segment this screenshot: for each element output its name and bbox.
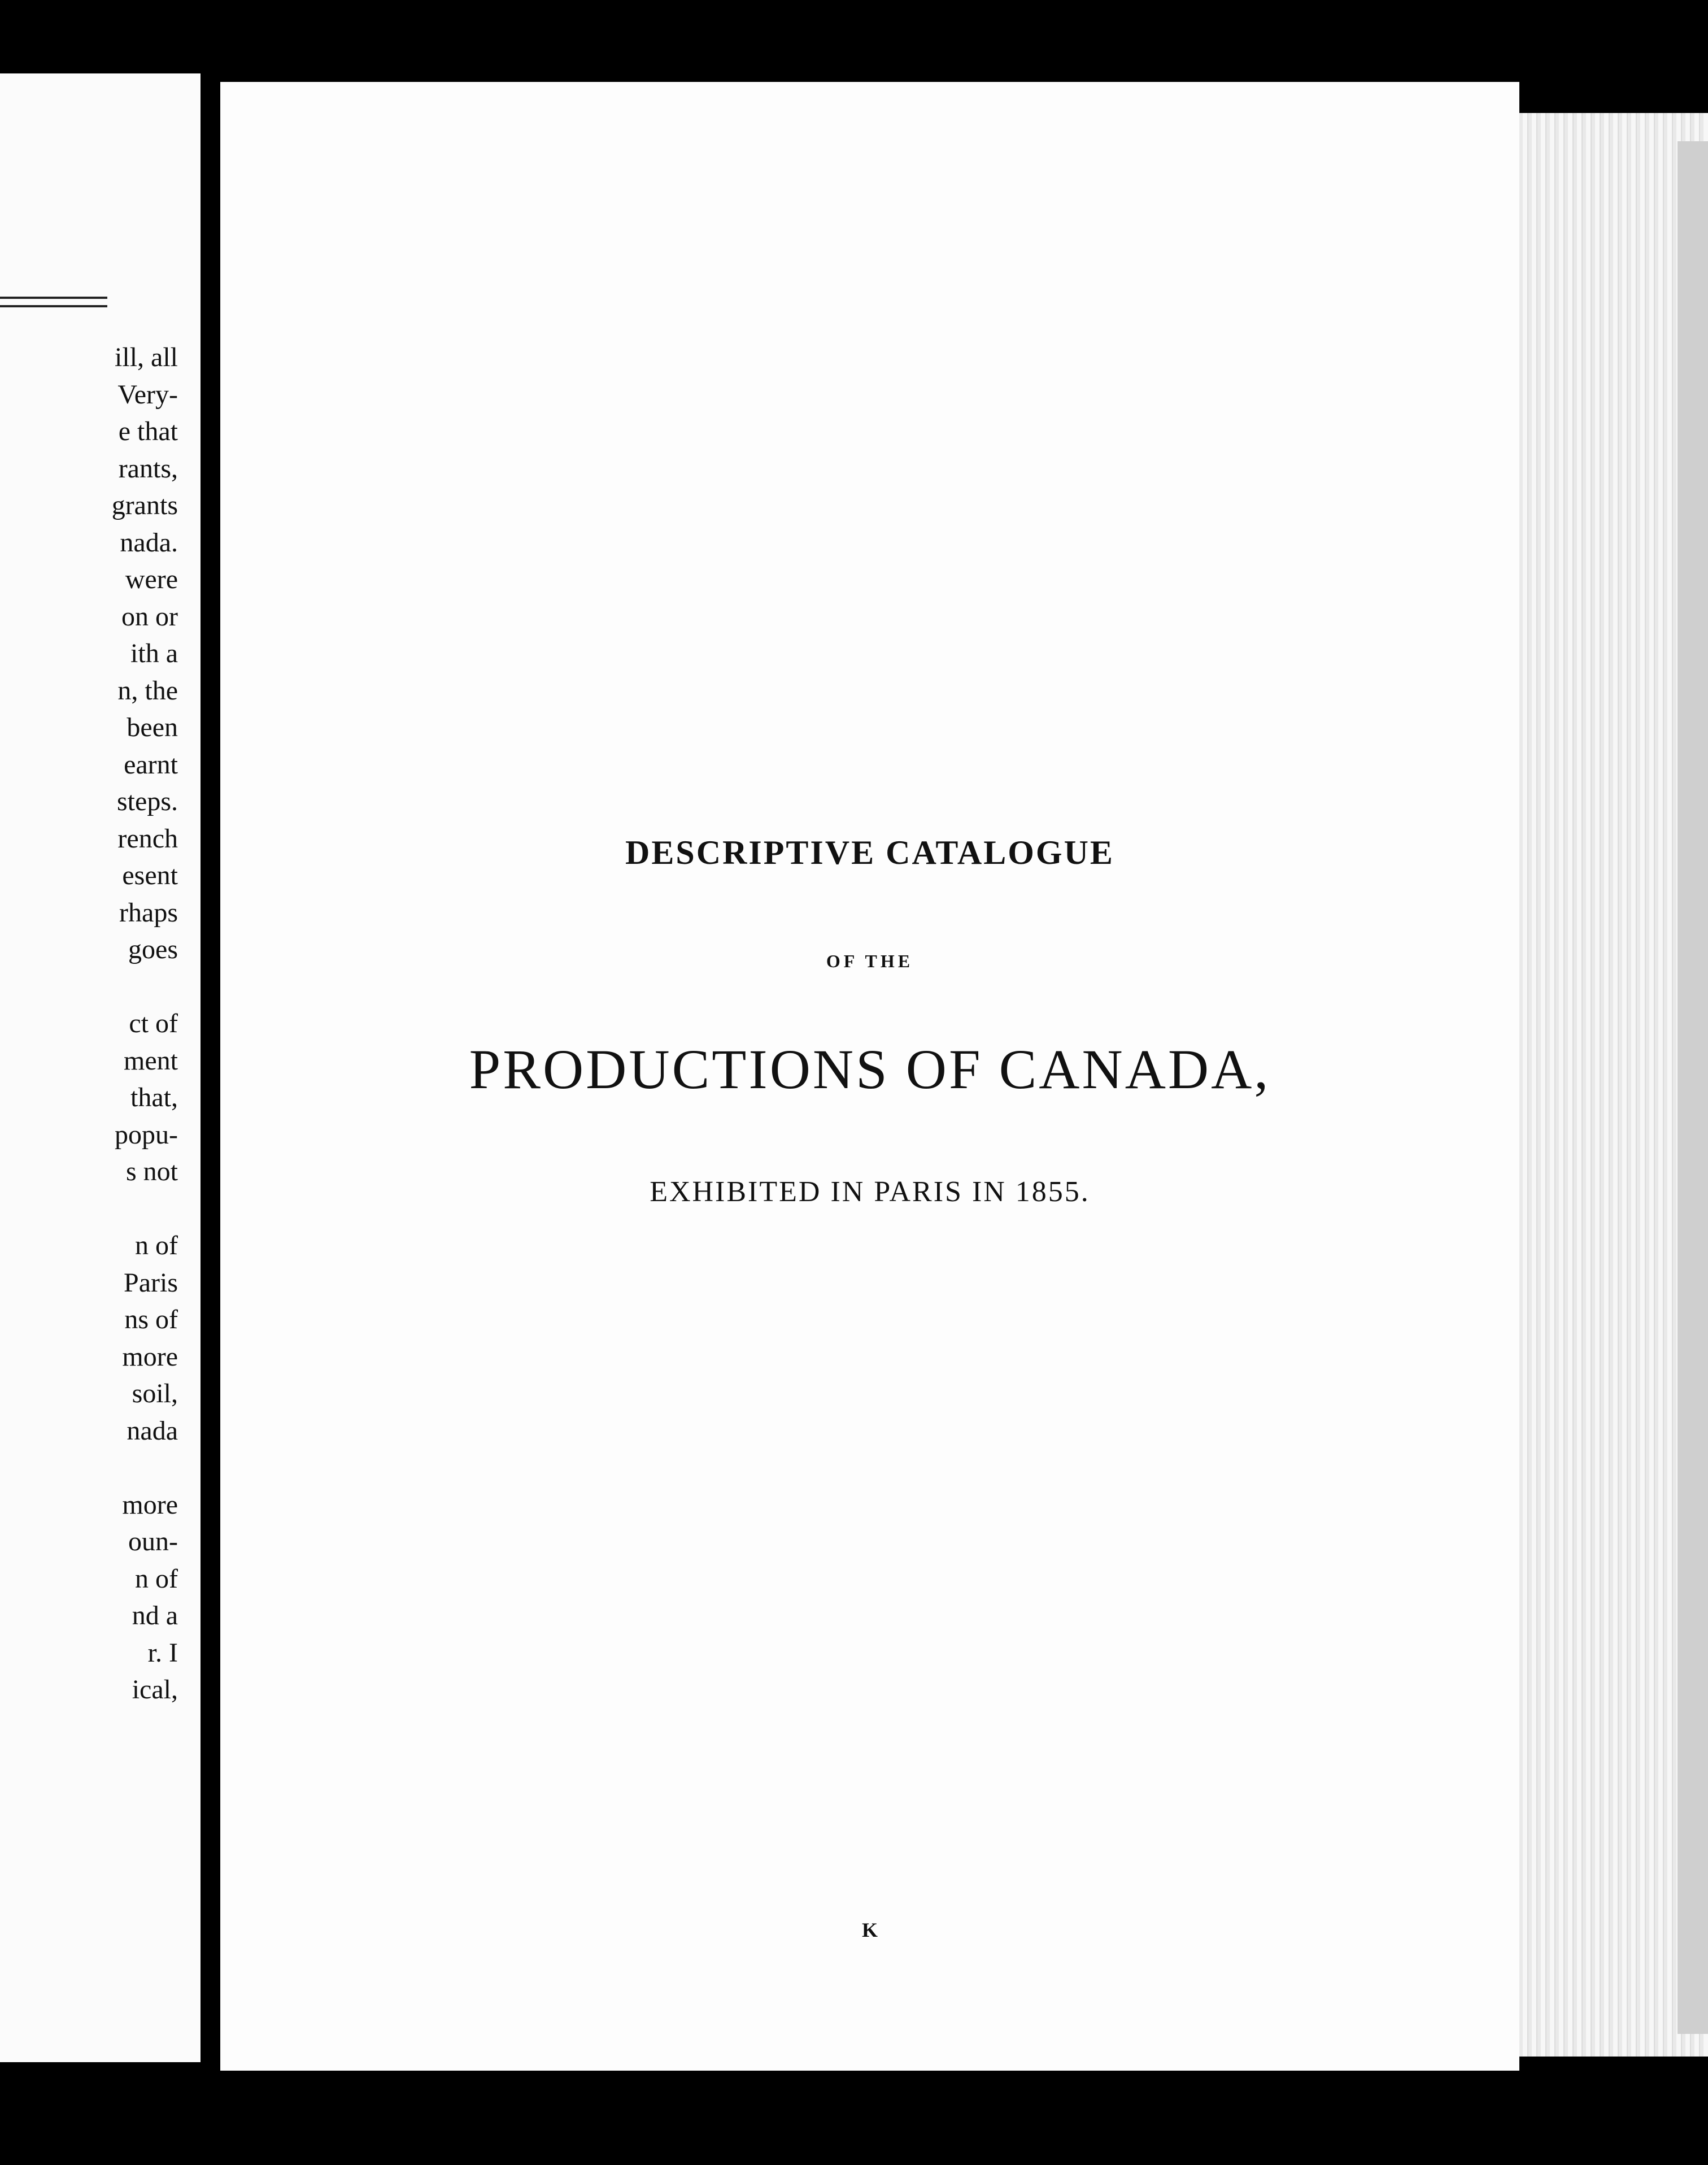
left-page-text-line: ith a	[130, 638, 178, 668]
title-line-productions-of-canada: PRODUCTIONS OF CANADA,	[469, 1038, 1271, 1101]
left-page-text-line: r. I	[147, 1637, 178, 1668]
title-line-exhibited: EXHIBITED IN PARIS IN 1855.	[650, 1176, 1090, 1208]
left-page-text-line: rhaps	[119, 897, 178, 928]
left-page-text-line: oun-	[128, 1527, 178, 1557]
left-page-text-line: s not	[125, 1157, 178, 1186]
left-page-text-line: goes	[128, 934, 178, 964]
left-page-text-line	[65, 1449, 178, 1486]
left-page-text-line: more	[122, 1341, 178, 1372]
left-page-text-line: n of	[135, 1231, 178, 1260]
left-page-text-line: earnt	[124, 749, 178, 780]
left-page-text-line: rants,	[118, 453, 178, 484]
left-page-text-line: ical,	[132, 1675, 178, 1705]
right-page	[220, 82, 1519, 2071]
left-page-text-line: ill, all	[115, 342, 178, 372]
left-page-text-line: nd a	[132, 1601, 178, 1631]
left-page-text-line: more	[122, 1489, 178, 1520]
left-page-text-line	[65, 968, 178, 1006]
left-page-text-line: n of	[135, 1563, 178, 1594]
left-page-text-line: n, the	[117, 675, 178, 706]
page-edges-shadow	[1677, 141, 1708, 2034]
left-page-text-line: on or	[121, 601, 178, 632]
left-page-text-line: ct of	[129, 1008, 178, 1038]
left-page-text-line: were	[125, 564, 178, 594]
left-page-text-line: rench	[117, 823, 178, 854]
left-page-text-line: Very-	[117, 379, 178, 410]
title-line-of-the: OF THE	[826, 951, 914, 971]
left-page-text-line: nada.	[120, 527, 178, 558]
left-page-text-line: soil,	[132, 1379, 178, 1408]
left-page-text-line: esent	[122, 860, 178, 890]
left-page-text-fragments	[65, 339, 178, 1708]
left-page-text-line: nada	[127, 1415, 178, 1446]
left-page-text-line: steps.	[117, 786, 178, 816]
left-page-text-line: popu-	[115, 1119, 178, 1150]
left-page-text-line: that,	[130, 1082, 178, 1112]
signature-mark: K	[861, 1919, 878, 1941]
title-line-descriptive-catalogue: DESCRIPTIVE CATALOGUE	[625, 834, 1114, 871]
left-page-text-line	[65, 1190, 178, 1228]
left-page	[0, 73, 210, 2062]
double-rule-bottom	[0, 305, 107, 307]
left-page-text-line: ns of	[124, 1305, 178, 1334]
left-page-text-line: been	[127, 712, 178, 742]
left-page-text-line: grants	[111, 490, 178, 520]
left-page-text-line: Paris	[124, 1267, 178, 1298]
left-page-text-line: ment	[124, 1045, 178, 1076]
left-page-text-line: e that	[118, 416, 178, 446]
double-rule-top	[0, 297, 107, 299]
